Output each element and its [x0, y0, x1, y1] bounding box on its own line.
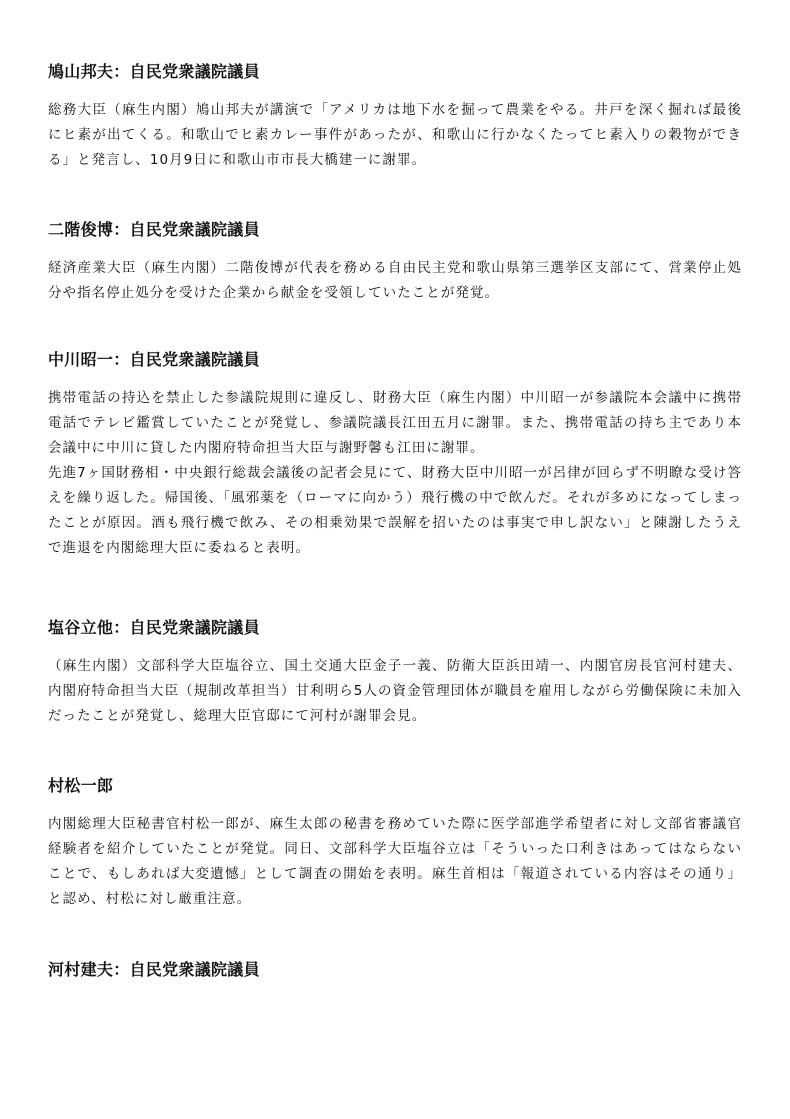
entry-heading: 鳩山邦夫：自民党衆議院議員 — [48, 62, 260, 81]
entry-muramatsu — [48, 774, 742, 912]
entry-heading: 中川昭一：自民党衆議院議員 — [48, 350, 260, 369]
entry-kawamura — [48, 958, 742, 996]
entry-nakagawa — [48, 348, 742, 561]
entry-paragraph: 携帯電話の持込を禁止した参議院規則に違反し、財務大臣（麻生内閣）中川昭一が参議院本会議中に携帯電話でテレビ鑑賞していたことが発覚し、参議院議長江田五月に謝罪。また、携帯電話の持ち主であり本会議中に中川に貸した内閣府特命担当大臣与謝野馨も江田に謝罪。 — [48, 390, 742, 456]
entry-shionoya — [48, 616, 742, 729]
entry-heading: 二階俊博：自民党衆議院議員 — [48, 220, 260, 239]
entry-paragraph: 内閣総理大臣秘書官村松一郎が、麻生太郎の秘書を務めていた際に医学部進学希望者に対し文部省審議官経験者を紹介していたことが発覚。同日、文部科学大臣塩谷立は「そういった口利きはあってはならないことで、もしあれば大変遺憾」として調査の開始を表明。麻生首相は「報道されている内容はその通り」と認め、村松に対し厳重注意。 — [48, 816, 742, 907]
entry-heading: 村松一郎 — [48, 776, 114, 795]
entry-heading: 河村建夫：自民党衆議院議員 — [48, 960, 260, 979]
entry-nikai — [48, 218, 742, 306]
entry-paragraph: 総務大臣（麻生内閣）鳩山邦夫が講演で「アメリカは地下水を掘って農業をやる。井戸を深く掘れば最後にヒ素が出てくる。和歌山でヒ素カレー事件があったが、和歌山に行かなくたってヒ素入りの穀物ができる」と発言し、10月9日に和歌山市市長大橋建一に謝罪。 — [48, 102, 742, 168]
entry-hatoyama — [48, 60, 742, 173]
entry-heading: 塩谷立他：自民党衆議院議員 — [48, 618, 260, 637]
entry-paragraph: 経済産業大臣（麻生内閣）二階俊博が代表を務める自由民主党和歌山県第三選挙区支部にて、営業停止処分や指名停止処分を受けた企業から献金を受領していたことが発覚。 — [48, 260, 742, 301]
entry-paragraph: （麻生内閣）文部科学大臣塩谷立、国土交通大臣金子一義、防衛大臣浜田靖一、内閣官房長官河村建夫、内閣府特命担当大臣（規制改革担当）甘利明ら5人の資金管理団体が職員を雇用しながら労働保険に未加入だったことが発覚し、総理大臣官邸にて河村が謝罪会見。 — [48, 658, 742, 724]
entry-paragraph: 先進7ヶ国財務相・中央銀行総裁会議後の記者会見にて、財務大臣中川昭一が呂律が回らず不明瞭な受け答えを繰り返した。帰国後、「風邪薬を（ローマに向かう）飛行機の中で飲んだ。それが多めになってしまったことが原因。酒も飛行機で飲み、その相乗効果で誤解を招いたのは事実で申し訳ない」と陳謝したうえで進退を内閣総理大臣に委ねると表明。 — [48, 465, 742, 556]
